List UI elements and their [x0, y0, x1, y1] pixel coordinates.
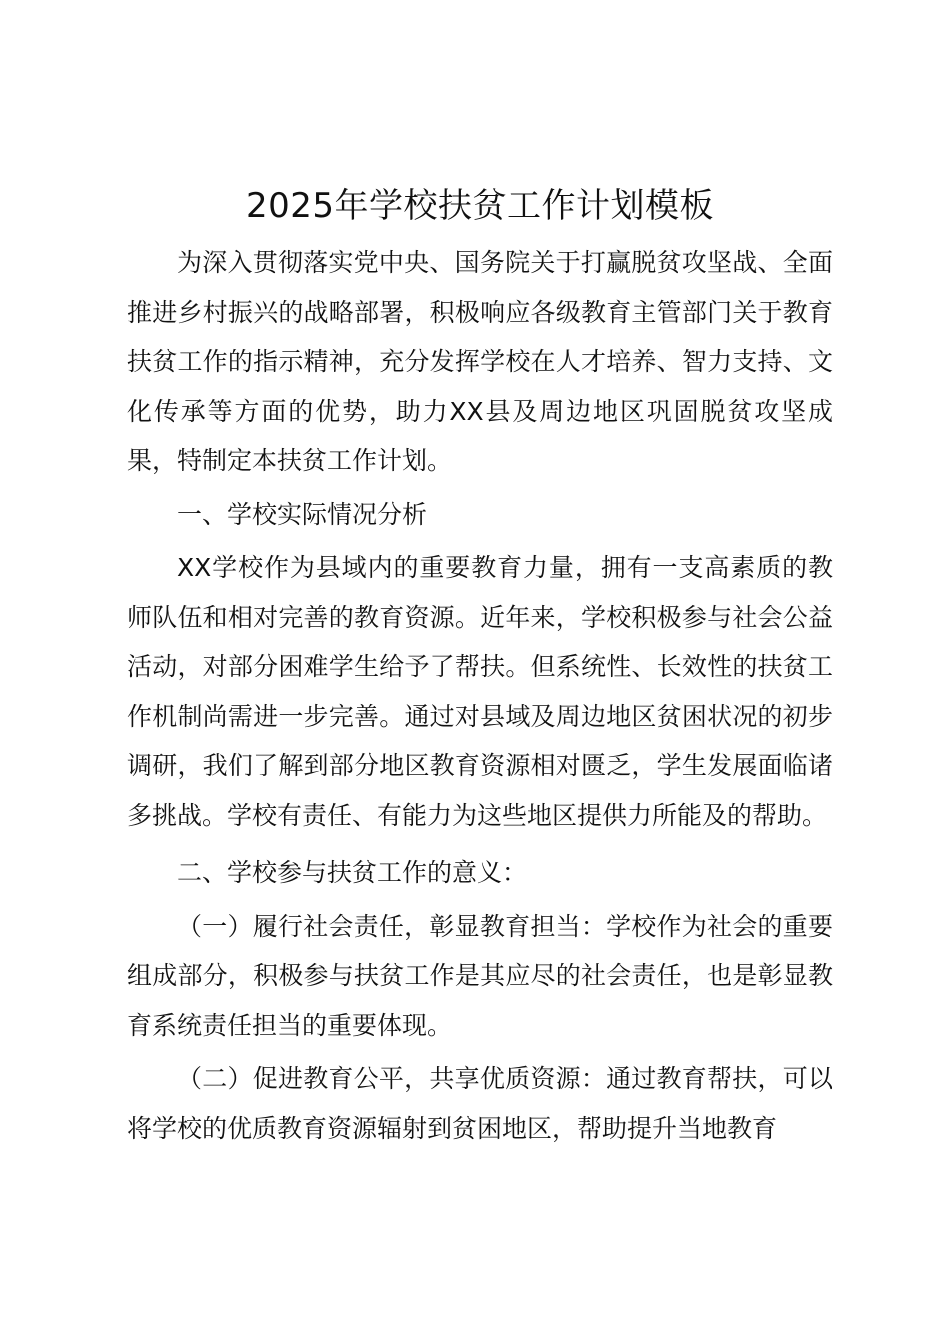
intro-paragraph: 为深入贯彻落实党中央、国务院关于打赢脱贫攻坚战、全面推进乡村振兴的战略部署，积极响应各级教育主管部门关于教育扶贫工作的指示精神，充分发挥学校在人才培养、智力支持、文化传承等方面的优势，助力XX县及周边地区巩固脱贫攻坚成果，特制定本扶贫工作计划。 — [127, 248, 833, 475]
section-2-heading: 二、学校参与扶贫工作的意义： — [177, 858, 528, 887]
document-title: 2025年学校扶贫工作计划模板 — [245, 186, 715, 226]
document-page — [127, 178, 833, 1153]
section-1-heading: 一、学校实际情况分析 — [177, 499, 428, 529]
section-1-body: XX学校作为县域内的重要教育力量，拥有一支高素质的教师队伍和相对完善的教育资源。近年来，学校积极参与社会公益活动，对部分困难学生给予了帮扶。但系统性、长效性的扶贫工作机制尚需进一步完善。通过对县域及周边地区贫困状况的初步调研，我们了解到部分地区教育资源相对匮乏，学生发展面临诸多挑战。学校有责任、有能力为这些地区提供力所能及的帮助。 — [127, 553, 833, 830]
section-2-item-2: （二）促进教育公平，共享优质资源：通过教育帮扶，可以将学校的优质教育资源辐射到贫困地区，帮助提升当地教育 — [127, 1064, 833, 1143]
section-2-item-1: （一）履行社会责任，彰显教育担当：学校作为社会的重要组成部分，积极参与扶贫工作是其应尽的社会责任，也是彰显教育系统责任担当的重要体现。 — [127, 911, 833, 1040]
